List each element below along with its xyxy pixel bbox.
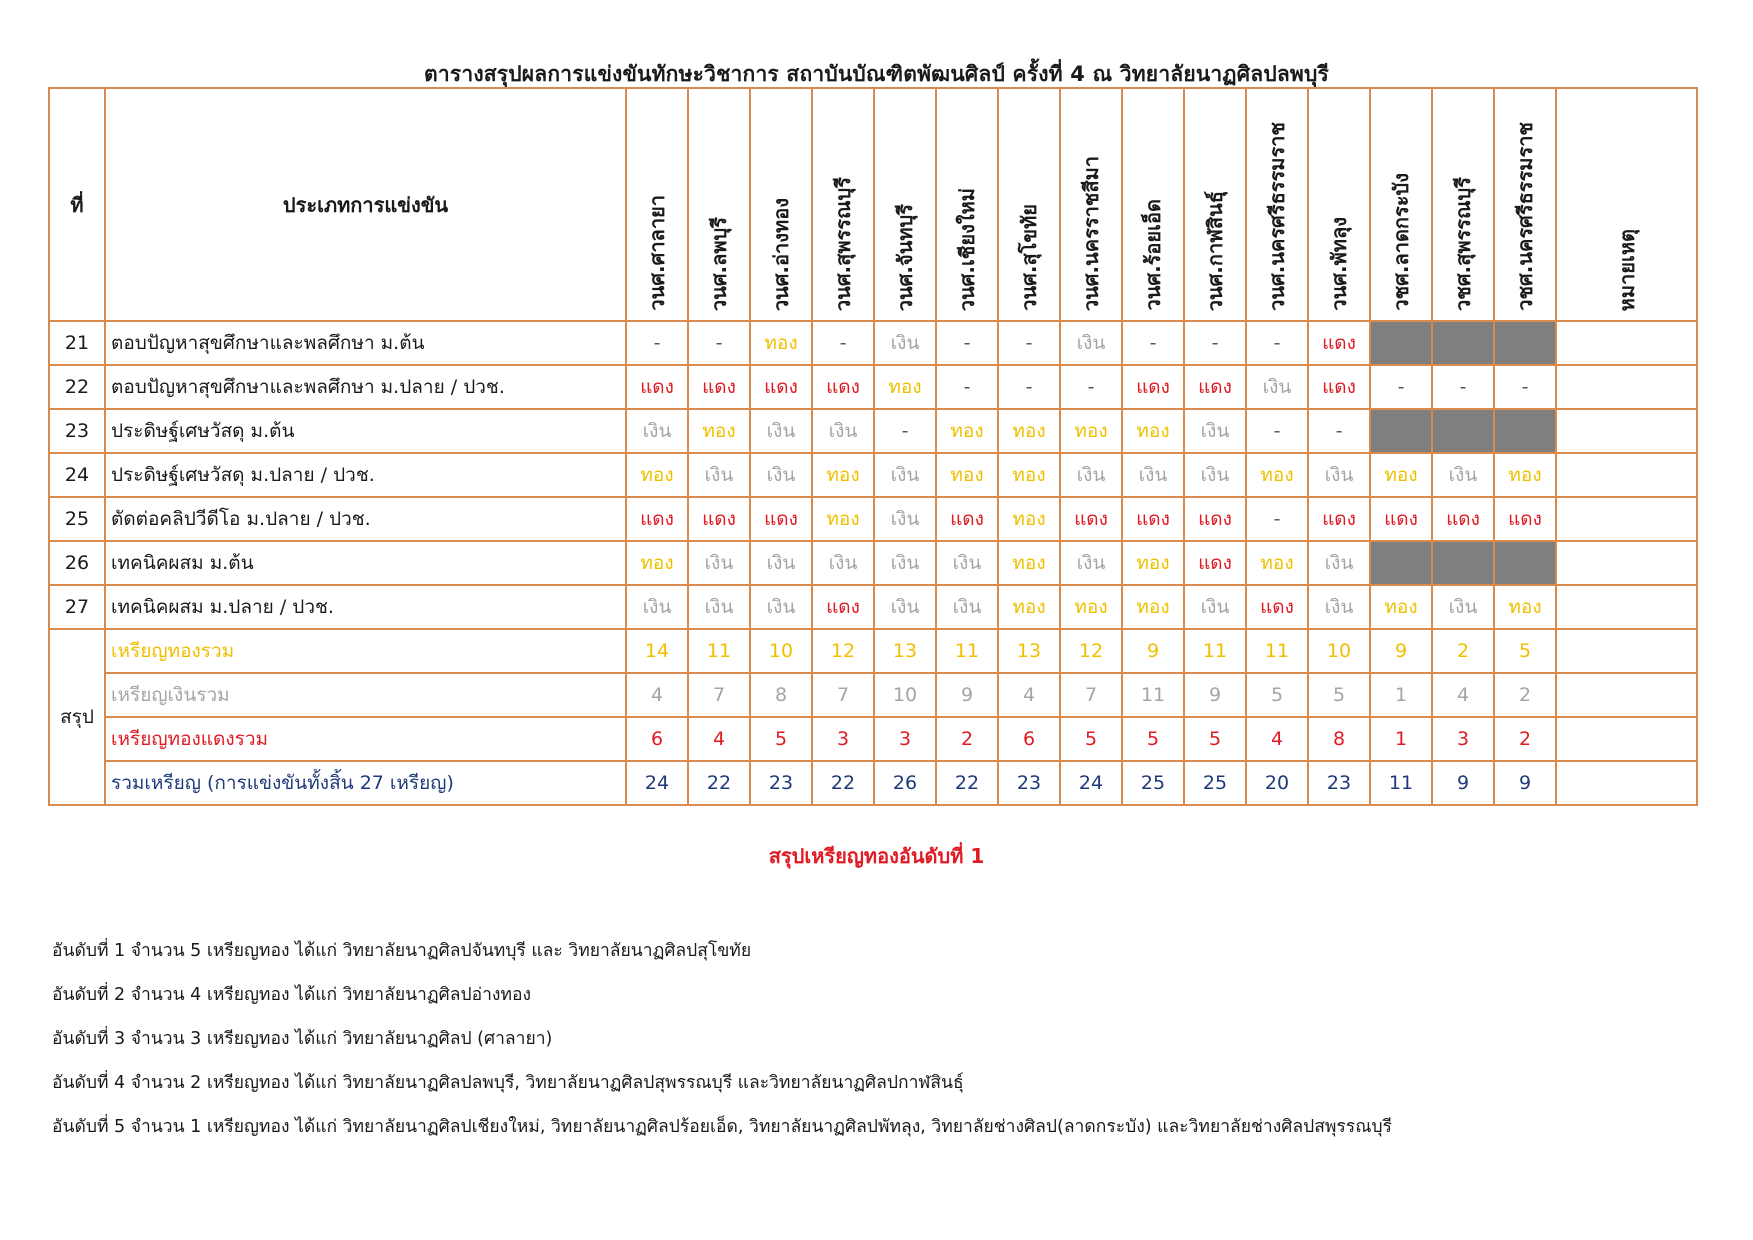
header-school-label: วนศ.ลพบุรี [707,216,731,311]
header-school [1432,88,1494,321]
header-school [812,88,874,321]
medal-cell: แดง [1184,365,1246,409]
medal-cell: - [1370,365,1432,409]
summary-total-label: รวมเหรียญ (การแข่งขันทั้งสิ้น 27 เหรียญ) [105,761,626,805]
row-number: 21 [49,321,105,365]
summary-silver-value: 9 [936,673,998,717]
header-school-label: วนศ.กาฬสินธุ์ [1203,190,1227,311]
competition-name: ประดิษฐ์เศษวัสดุ ม.ต้น [105,409,626,453]
header-type: ประเภทการแข่งขัน [105,88,626,321]
summary-total-value: 11 [1370,761,1432,805]
medal-cell: เงิน [1432,585,1494,629]
summary-silver-value: 4 [1432,673,1494,717]
summary-bronze-value: 4 [1246,717,1308,761]
header-school-label: วนศ.เชียงใหม่ [955,187,979,311]
competition-name: เทคนิคผสม ม.ปลาย / ปวช. [105,585,626,629]
medal-cell: แดง [936,497,998,541]
medal-cell: ทอง [936,453,998,497]
header-school [936,88,998,321]
summary-bronze-value: 2 [1494,717,1556,761]
summary-bronze-value: 5 [1060,717,1122,761]
na-cell [1494,321,1556,365]
medal-cell: เงิน [1432,453,1494,497]
header-note-label: หมายเหตุ [1614,228,1639,311]
medal-cell: - [936,365,998,409]
medal-cell: เงิน [750,585,812,629]
na-cell [1494,409,1556,453]
medal-cell: เงิน [1184,453,1246,497]
medal-cell: - [1432,365,1494,409]
table-row [49,541,1697,585]
header-school-label: วชศ.ลาดกระบัง [1389,173,1413,311]
summary-total-value: 24 [626,761,688,805]
medal-cell: เงิน [1246,365,1308,409]
medal-cell: แดง [1246,585,1308,629]
summary-silver-value: 7 [688,673,750,717]
row-number: 25 [49,497,105,541]
summary-total-value: 23 [1308,761,1370,805]
gold-summary-title: สรุปเหรียญทองอันดับที่ 1 [768,844,985,868]
medal-cell: เงิน [1060,453,1122,497]
medal-cell: แดง [812,585,874,629]
medal-cell: - [874,409,936,453]
summary-gold-label: เหรียญทองรวม [105,629,626,673]
row-number: 27 [49,585,105,629]
page-title: ตารางสรุปผลการแข่งขันทักษะวิชาการ สถาบันบัณฑิตพัฒนศิลป์ ครั้งที่ 4 ณ วิทยาลัยนาฏศิลปลพบุรี [424,62,1329,86]
medal-cell: เงิน [874,321,936,365]
note-cell [1556,453,1697,497]
note-cell [1556,541,1697,585]
note-cell [1556,629,1697,673]
medal-cell: เงิน [750,541,812,585]
table-row [49,585,1697,629]
header-school [998,88,1060,321]
summary-silver-value: 4 [626,673,688,717]
summary-silver-value: 4 [998,673,1060,717]
medal-cell: แดง [626,497,688,541]
table-row [49,365,1697,409]
header-school-label: วนศ.ร้อยเอ็ด [1141,199,1165,311]
header-school [688,88,750,321]
competition-name: ตอบปัญหาสุขศึกษาและพลศึกษา ม.ต้น [105,321,626,365]
medal-cell: - [1246,497,1308,541]
medal-cell: แดง [1494,497,1556,541]
note-cell [1556,409,1697,453]
table-row [49,321,1697,365]
summary-total-value: 22 [688,761,750,805]
summary-gold-value: 2 [1432,629,1494,673]
medal-cell: - [688,321,750,365]
summary-silver-value: 10 [874,673,936,717]
note-cell [1556,321,1697,365]
summary-bronze-value: 3 [874,717,936,761]
summary-total-value: 22 [812,761,874,805]
summary-gold-value: 9 [1122,629,1184,673]
ranking-item: อันดับที่ 5 จำนวน 1 เหรียญทอง ได้แก่ วิทยาลัยนาฏศิลปเชียงใหม่, วิทยาลัยนาฏศิลปร้อยเอ็ด, วิทยาลัยนาฏศิลปพัทลุง, วิทยาลัยช่างศิลป(ลาดกระบัง) และวิทยาลัยช่างศิลปสพุรรณบุรี [52,1117,1392,1137]
header-school [1060,88,1122,321]
summary-bronze-value: 6 [626,717,688,761]
medal-cell: แดง [626,365,688,409]
summary-row-total [49,761,1697,805]
summary-total-value: 20 [1246,761,1308,805]
summary-silver-value: 5 [1246,673,1308,717]
note-cell [1556,673,1697,717]
na-cell [1370,321,1432,365]
na-cell [1370,541,1432,585]
note-cell [1556,365,1697,409]
header-note [1556,88,1697,321]
medal-cell: แดง [1370,497,1432,541]
row-number: 24 [49,453,105,497]
medal-cell: ทอง [1246,541,1308,585]
medal-cell: เงิน [812,541,874,585]
table-body [49,321,1697,805]
header-school-label: วนศ.ศาลายา [645,195,669,311]
medal-cell: แดง [1122,497,1184,541]
medal-cell: เงิน [874,585,936,629]
medal-cell: - [812,321,874,365]
medal-cell: เงิน [1308,585,1370,629]
medal-cell: ทอง [1246,453,1308,497]
medal-cell: ทอง [626,453,688,497]
medal-cell: แดง [1308,497,1370,541]
header-school [1494,88,1556,321]
na-cell [1432,541,1494,585]
medal-cell: แดง [1308,365,1370,409]
row-number: 22 [49,365,105,409]
medal-cell: แดง [1184,497,1246,541]
medal-cell: แดง [1308,321,1370,365]
summary-gold-value: 11 [936,629,998,673]
header-row [49,88,1697,321]
summary-silver-value: 7 [812,673,874,717]
ranking-item: อันดับที่ 1 จำนวน 5 เหรียญทอง ได้แก่ วิทยาลัยนาฏศิลปจันทบุรี และ วิทยาลัยนาฏศิลปสุโขทัย [52,941,752,961]
medal-cell: ทอง [812,453,874,497]
medal-cell: ทอง [812,497,874,541]
medal-cell: แดง [688,497,750,541]
summary-gold-value: 5 [1494,629,1556,673]
header-school-label: วนศ.นครศรีธรรมราช [1265,122,1289,311]
results-table [48,87,1698,806]
medal-cell: - [1308,409,1370,453]
summary-bronze-value: 1 [1370,717,1432,761]
medal-cell: เงิน [936,585,998,629]
row-number: 26 [49,541,105,585]
medal-cell: เงิน [1060,321,1122,365]
summary-bronze-value: 6 [998,717,1060,761]
medal-cell: เงิน [874,453,936,497]
medal-cell: เงิน [1184,409,1246,453]
summary-bronze-value: 3 [812,717,874,761]
medal-cell: ทอง [1370,453,1432,497]
summary-gold-value: 14 [626,629,688,673]
summary-bronze-value: 4 [688,717,750,761]
medal-cell: - [998,365,1060,409]
ranking-item: อันดับที่ 4 จำนวน 2 เหรียญทอง ได้แก่ วิทยาลัยนาฏศิลปลพบุรี, วิทยาลัยนาฏศิลปสุพรรณบุรี และวิทยาลัยนาฏศิลปกาฬสินธุ์ [52,1073,964,1093]
summary-silver-value: 1 [1370,673,1432,717]
medal-cell: เงิน [626,409,688,453]
ranking-item: อันดับที่ 2 จำนวน 4 เหรียญทอง ได้แก่ วิทยาลัยนาฏศิลปอ่างทอง [52,985,532,1005]
table-row [49,497,1697,541]
medal-cell: ทอง [1494,453,1556,497]
medal-cell: แดง [1060,497,1122,541]
header-school-label: วนศ.สุพรรณบุรี [831,176,855,311]
medal-cell: - [1494,365,1556,409]
medal-cell: ทอง [1370,585,1432,629]
medal-cell: แดง [812,365,874,409]
medal-cell: - [1246,409,1308,453]
medal-cell: เงิน [750,409,812,453]
header-school-label: วชศ.สุพรรณบุรี [1451,177,1475,311]
header-school-label: วนศ.อ่างทอง [769,197,793,311]
medal-cell: ทอง [1060,409,1122,453]
header-school [874,88,936,321]
medal-cell: เงิน [1060,541,1122,585]
medal-cell: เงิน [688,541,750,585]
medal-cell: เงิน [688,585,750,629]
medal-cell: - [1184,321,1246,365]
header-school [1370,88,1432,321]
summary-total-value: 23 [750,761,812,805]
medal-cell: เงิน [688,453,750,497]
summary-silver-value: 2 [1494,673,1556,717]
summary-total-value: 9 [1494,761,1556,805]
medal-cell: ทอง [688,409,750,453]
medal-cell: เงิน [1308,453,1370,497]
medal-cell: ทอง [998,453,1060,497]
medal-cell: ทอง [998,409,1060,453]
medal-cell: ทอง [750,321,812,365]
summary-row-silver [49,673,1697,717]
medal-cell: ทอง [998,585,1060,629]
medal-cell: ทอง [1060,585,1122,629]
header-school [750,88,812,321]
competition-name: ประดิษฐ์เศษวัสดุ ม.ปลาย / ปวช. [105,453,626,497]
medal-cell: เงิน [626,585,688,629]
summary-total-value: 9 [1432,761,1494,805]
summary-total-value: 25 [1184,761,1246,805]
summary-bronze-value: 5 [1184,717,1246,761]
medal-cell: แดง [750,365,812,409]
medal-cell: เงิน [874,541,936,585]
na-cell [1370,409,1432,453]
summary-total-value: 24 [1060,761,1122,805]
summary-gold-value: 11 [688,629,750,673]
medal-cell: แดง [1184,541,1246,585]
summary-row-gold [49,629,1697,673]
summary-gold-value: 13 [998,629,1060,673]
medal-cell: ทอง [874,365,936,409]
row-number: 23 [49,409,105,453]
header-school [626,88,688,321]
na-cell [1432,409,1494,453]
medal-cell: เงิน [750,453,812,497]
medal-cell: ทอง [1122,541,1184,585]
header-no: ที่ [49,88,105,321]
medal-cell: ทอง [998,497,1060,541]
summary-bronze-value: 2 [936,717,998,761]
summary-row-bronze [49,717,1697,761]
medal-cell: - [936,321,998,365]
rankings-list [52,940,1712,1160]
medal-cell: เงิน [1308,541,1370,585]
header-school-label: วนศ.สุโขทัย [1017,204,1041,311]
summary-gold-value: 12 [812,629,874,673]
summary-gold-value: 11 [1246,629,1308,673]
medal-cell: - [626,321,688,365]
ranking-item: อันดับที่ 3 จำนวน 3 เหรียญทอง ได้แก่ วิทยาลัยนาฏศิลป (ศาลายา) [52,1029,553,1049]
note-cell [1556,717,1697,761]
medal-cell: แดง [688,365,750,409]
summary-silver-value: 11 [1122,673,1184,717]
medal-cell: ทอง [1122,409,1184,453]
medal-cell: เงิน [874,497,936,541]
summary-silver-value: 9 [1184,673,1246,717]
summary-total-value: 23 [998,761,1060,805]
medal-cell: - [1060,365,1122,409]
medal-cell: ทอง [1122,585,1184,629]
note-cell [1556,585,1697,629]
medal-cell: เงิน [812,409,874,453]
medal-cell: ทอง [626,541,688,585]
medal-cell: เงิน [936,541,998,585]
note-cell [1556,761,1697,805]
header-school [1308,88,1370,321]
medal-cell: เงิน [1184,585,1246,629]
summary-gold-value: 9 [1370,629,1432,673]
summary-gold-value: 12 [1060,629,1122,673]
header-school [1122,88,1184,321]
header-school-label: วนศ.จันทบุรี [893,203,917,311]
summary-bronze-label: เหรียญทองแดงรวม [105,717,626,761]
summary-gold-value: 13 [874,629,936,673]
medal-cell: - [1122,321,1184,365]
summary-bronze-value: 5 [1122,717,1184,761]
competition-name: ตอบปัญหาสุขศึกษาและพลศึกษา ม.ปลาย / ปวช. [105,365,626,409]
summary-label: สรุป [49,629,105,805]
medal-cell: ทอง [1494,585,1556,629]
summary-silver-label: เหรียญเงินรวม [105,673,626,717]
header-school-label: วนศ.พัทลุง [1327,217,1351,311]
medal-cell: - [998,321,1060,365]
na-cell [1494,541,1556,585]
medal-cell: ทอง [936,409,998,453]
summary-bronze-value: 5 [750,717,812,761]
header-school [1246,88,1308,321]
table-row [49,453,1697,497]
na-cell [1432,321,1494,365]
summary-total-value: 25 [1122,761,1184,805]
medal-cell: แดง [750,497,812,541]
competition-name: เทคนิคผสม ม.ต้น [105,541,626,585]
summary-total-value: 22 [936,761,998,805]
summary-gold-value: 10 [750,629,812,673]
note-cell [1556,497,1697,541]
summary-bronze-value: 8 [1308,717,1370,761]
summary-total-value: 26 [874,761,936,805]
summary-gold-value: 11 [1184,629,1246,673]
header-school-label: วชศ.นครศรีธรรมราช [1513,122,1537,311]
summary-gold-value: 10 [1308,629,1370,673]
medal-cell: ทอง [998,541,1060,585]
medal-cell: แดง [1122,365,1184,409]
medal-cell: เงิน [1122,453,1184,497]
table-row [49,409,1697,453]
summary-silver-value: 8 [750,673,812,717]
summary-silver-value: 7 [1060,673,1122,717]
header-school [1184,88,1246,321]
medal-cell: - [1246,321,1308,365]
medal-cell: แดง [1432,497,1494,541]
summary-silver-value: 5 [1308,673,1370,717]
summary-bronze-value: 3 [1432,717,1494,761]
competition-name: ตัดต่อคลิปวีดีโอ ม.ปลาย / ปวช. [105,497,626,541]
header-school-label: วนศ.นครราชสีมา [1079,155,1103,311]
